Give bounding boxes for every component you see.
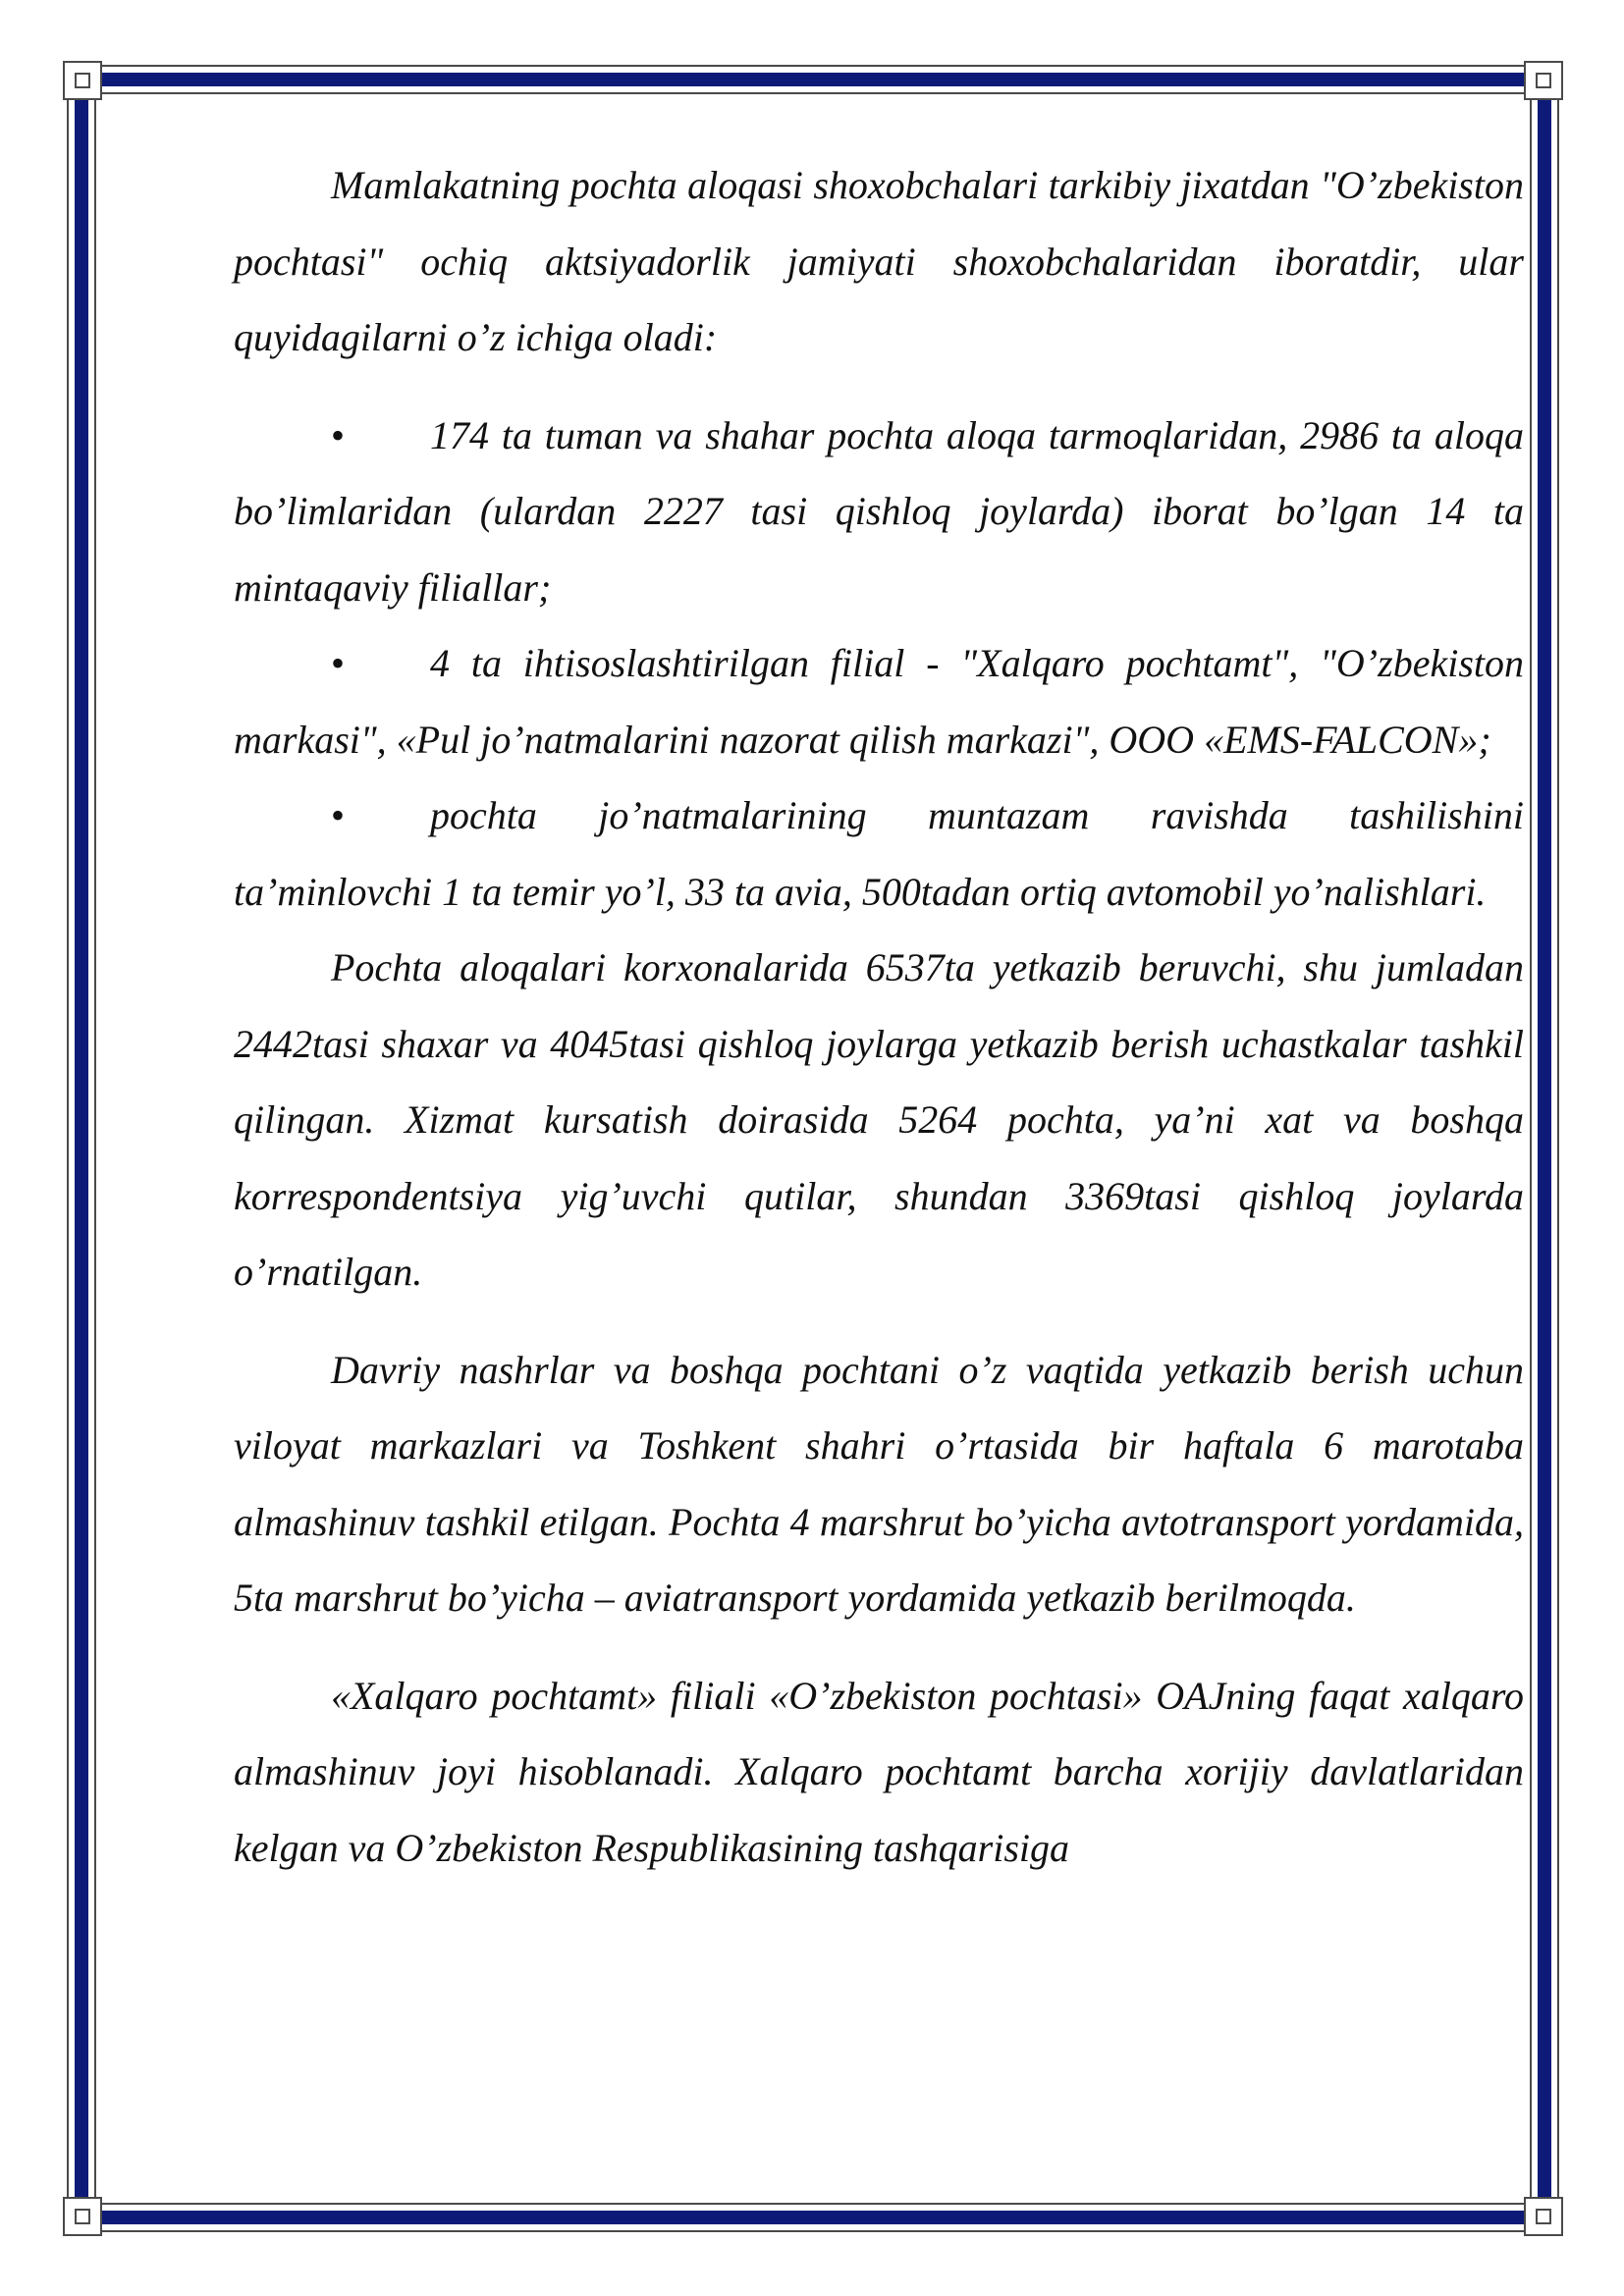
bullet-symbol: • [331, 793, 346, 837]
intro-paragraph: Mamlakatning pochta aloqasi shoxobchalari tarkibiy jixatdan "O’zbekiston pochtasi" ochiq aktsiyadorlik jamiyati shoxobchalaridan iboratdir, ular quyidagilarni o’z ichiga oladi: [234, 163, 1524, 359]
bullet-text: 174 ta tuman va shahar pochta aloqa tarmoqlaridan, 2986 ta aloqa bo’limlaridan (ulardan 2227 tasi qishloq joylarda) iborat bo’lgan 14 ta mintaqaviy filiallar; [234, 412, 1524, 610]
body-paragraph: Pochta aloqalari korxonalarida 6537ta yetkazib beruvchi, shu jumladan 2442tasi shaxar va 4045tasi qishloq joylarga yetkazib berish uchastkalar tashkil qilingan. Xizmat kursatish doirasida 5264 pochta, ya’ni xat va boshqa korrespondentsiya yig’uvchi qutilar, shundan 3369tasi qishloq joylarda o’rnatilgan. [234, 945, 1524, 1294]
bullet-symbol: • [331, 412, 346, 457]
corner-ornament-top-left [63, 61, 102, 100]
bullet-item [234, 625, 1524, 777]
body-paragraph: «Xalqaro pochtamt» filiali «O’zbekiston pochtasi» OAJning faqat xalqaro almashinuv joyi hisoblanadi. Xalqaro pochtamt barcha xorijiy davlatlaridan kelgan va O’zbekiston Respublikasining tashqarisiga [234, 1673, 1524, 1870]
bullet-item [234, 398, 1524, 626]
corner-ornament-top-right [1524, 61, 1563, 100]
bullet-text: pochta jo’natmalarining muntazam ravishda tashilishini ta’minlovchi 1 ta temir yo’l, 33 ta avia, 500tadan ortiq avtomobil yo’nalishlari. [234, 793, 1524, 914]
bullet-text: 4 ta ihtisoslashtirilgan filial - "Xalqaro pochtamt", "O’zbekiston markasi", «Pul jo’natmalarini nazorat qilish markazi", OOO «EMS-FALCON»; [234, 641, 1524, 762]
document-body [234, 147, 1524, 1886]
bullet-item [234, 777, 1524, 930]
bullet-symbol: • [331, 641, 346, 685]
body-paragraph: Davriy nashrlar va boshqa pochtani o’z vaqtida yetkazib berish uchun viloyat markazlari va Toshkent shahri o’rtasida bir haftala 6 marotaba almashinuv tashkil etilgan. Pochta 4 marshrut bo’yicha avtotransport yordamida, 5ta marshrut bo’yicha – aviatransport yordamida yetkazib berilmoqda. [234, 1347, 1524, 1620]
corner-ornament-bottom-left [63, 2197, 102, 2236]
corner-ornament-bottom-right [1524, 2197, 1563, 2236]
